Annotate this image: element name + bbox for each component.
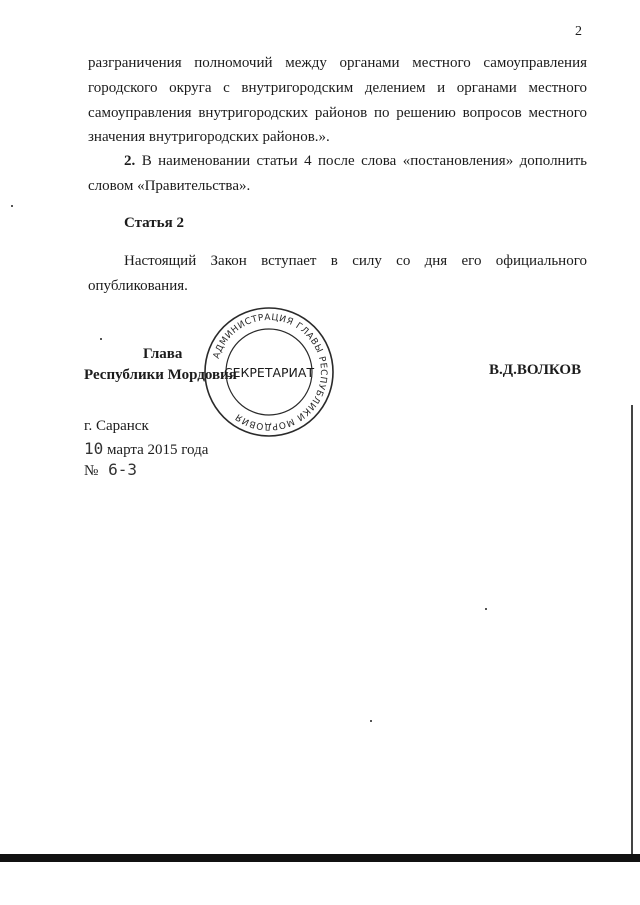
document-number [84, 460, 137, 480]
signatory-name: В.Д.ВОЛКОВ [489, 362, 582, 378]
article2-line2: опубликования. [88, 278, 188, 294]
stamp-center-text: СЕКРЕТАРИАТ [223, 365, 315, 380]
date [84, 439, 208, 459]
paragraph1-line: городского округа с внутригородским делением и органами местного [88, 80, 587, 96]
signatory-title-line2: Республики Мордовия [84, 367, 237, 383]
scan-dot [100, 338, 102, 340]
page-number: 2 [575, 24, 582, 39]
scan-edge-line [631, 405, 633, 855]
article2-line1: Настоящий Закон вступает в силу со дня его официального [124, 253, 587, 269]
date-day: 10 [84, 439, 104, 458]
paragraph1-line: самоуправления внутригородских районов по решению вопросов местного [88, 105, 587, 121]
official-stamp [203, 306, 335, 438]
paragraph2-text: В наименовании статьи 4 после слова «постановления» дополнить [141, 153, 588, 169]
date-rest: марта 2015 года [107, 442, 209, 458]
paragraph2-line2: словом «Правительства». [88, 178, 251, 194]
scan-bottom-border [0, 854, 640, 862]
signatory-title-line1: Глава [143, 346, 183, 362]
scan-dot [485, 608, 487, 610]
article-heading: Статья 2 [124, 215, 184, 231]
number-value: 6-З [108, 460, 137, 479]
stamp-ring-text: АДМИНИСТРАЦИЯ ГЛАВЫ РЕСПУБЛИКИ МОРДОВИЯ [211, 312, 329, 432]
scan-dot [11, 205, 13, 207]
paragraph2-line1 [124, 150, 587, 172]
city: г. Саранск [84, 418, 149, 434]
number-label: № [84, 463, 99, 479]
paragraph1-line: разграничения полномочий между органами местного самоуправления [88, 55, 587, 71]
paragraph1-line: значения внутригородских районов.». [88, 129, 330, 145]
scan-dot [370, 720, 372, 722]
paragraph2-number: 2. [124, 153, 136, 169]
